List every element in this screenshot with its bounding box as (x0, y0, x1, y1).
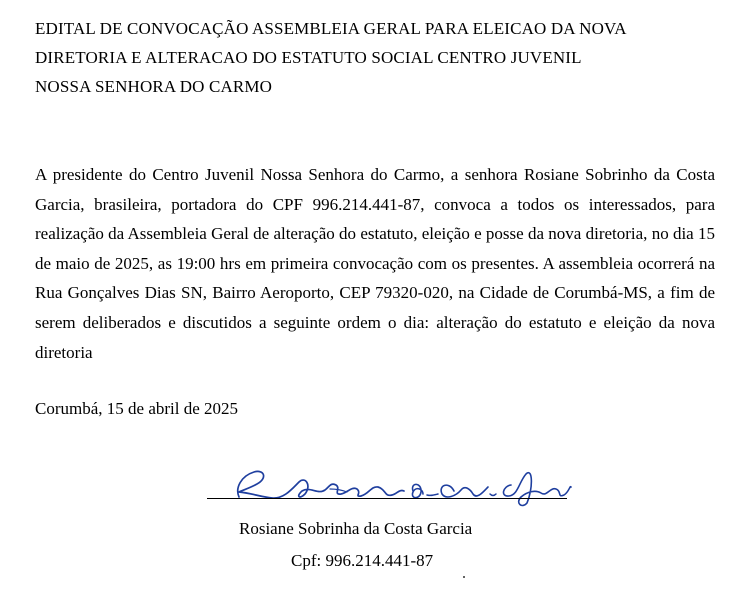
title-line-3: NOSSA SENHORA DO CARMO (35, 77, 273, 96)
signer-cpf: Cpf: 996.214.441-87 (291, 551, 434, 570)
signer-name: Rosiane Sobrinha da Costa Garcia (239, 519, 473, 538)
title-line-1: EDITAL DE CONVOCAÇÃO ASSEMBLEIA GERAL PARA ELEICAO DA NOVA (35, 19, 627, 38)
signature-image (226, 460, 571, 510)
signature-line (207, 498, 567, 499)
handwritten-signature (226, 460, 571, 510)
title-line-2: DIRETORIA E ALTERACAO DO ESTATUTO SOCIAL CENTRO JUVENIL (35, 48, 582, 67)
document-title (35, 14, 725, 101)
convocation-body: A presidente do Centro Juvenil Nossa Senhora do Carmo, a senhora Rosiane Sobrinho da Costa Garcia, brasileira, portadora do CPF 996.214.441-87, convoca a todos os interessados, para realização da Assembleia Geral de alteração do estatuto, eleição e posse da nova diretoria, no dia 15 de maio de 2025, as 19:00 hrs em primeira convocação com os presentes. A assembleia ocorrerá na Rua Gonçalves Dias SN, Bairro Aeroporto, CEP 79320-020, na Cidade de Corumbá-MS, a fim de serem deliberados e discutidos a seguinte ordem o dia: alteração do estatuto e eleição da nova diretoria (35, 165, 715, 362)
scan-dot (463, 576, 465, 578)
location-date: Corumbá, 15 de abril de 2025 (35, 399, 239, 418)
